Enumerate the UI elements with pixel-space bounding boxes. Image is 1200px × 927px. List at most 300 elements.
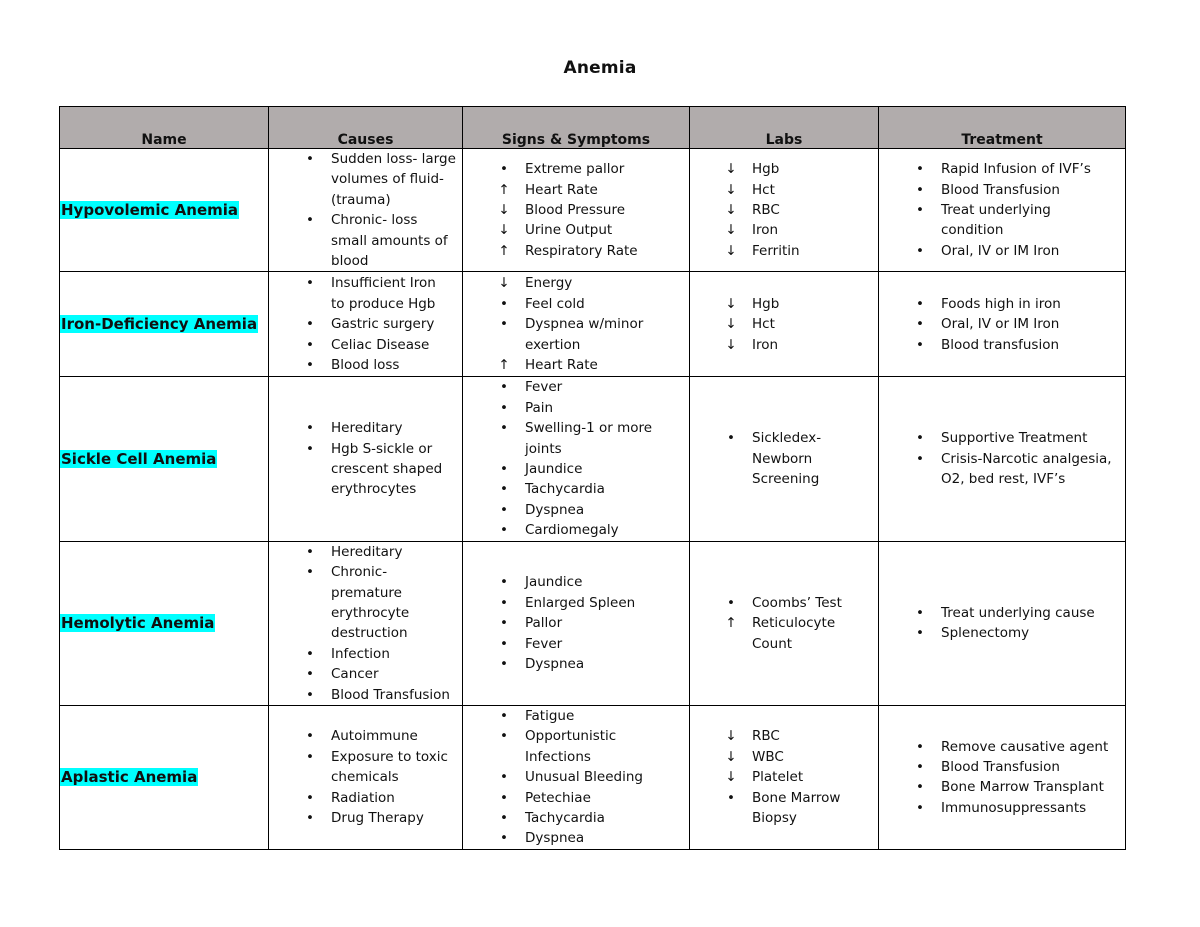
list-item — [269, 355, 462, 375]
list-item — [463, 613, 689, 633]
item-text: volumes of fluid- — [331, 171, 444, 188]
list-item — [463, 726, 689, 746]
arrow-down-icon: ↓ — [725, 242, 737, 259]
bullet-icon: • — [306, 645, 314, 662]
list-item — [463, 377, 689, 397]
bullet-icon: • — [916, 316, 924, 333]
bullet-icon: • — [916, 759, 924, 776]
item-text: condition — [941, 222, 1004, 239]
list-item — [690, 726, 878, 746]
list-item — [463, 788, 689, 808]
bullet-list — [879, 294, 1125, 355]
labs-cell — [690, 705, 879, 849]
bullet-icon: • — [500, 379, 508, 396]
list-item — [690, 294, 878, 314]
name-cell — [60, 272, 269, 377]
item-text: blood — [331, 253, 369, 270]
bullet-icon: • — [727, 789, 735, 806]
list-item — [879, 159, 1125, 179]
item-text: Count — [752, 635, 793, 652]
item-text: Radiation — [331, 789, 395, 806]
list-item — [269, 210, 462, 230]
list-item — [463, 355, 689, 375]
table-row — [60, 272, 1126, 377]
item-text: Fever — [525, 379, 563, 396]
anemia-name: Hemolytic Anemia — [61, 614, 215, 633]
list-item — [879, 314, 1125, 334]
bullet-icon: • — [500, 708, 508, 725]
item-text: Tachycardia — [525, 481, 605, 498]
arrow-up-icon: ↑ — [498, 181, 510, 198]
list-item — [690, 159, 878, 179]
name-cell — [60, 705, 269, 849]
item-text: Extreme pallor — [525, 161, 625, 178]
bullet-icon: • — [306, 666, 314, 683]
item-text: Hgb S-sickle or — [331, 440, 433, 457]
item-text: Oral, IV or IM Iron — [941, 316, 1060, 333]
bullet-list — [463, 572, 689, 674]
list-item — [879, 200, 1125, 220]
item-text: Gastric surgery — [331, 316, 435, 333]
bullet-icon: • — [306, 728, 314, 745]
list-item — [269, 251, 462, 271]
item-text: Treat underlying cause — [941, 604, 1095, 621]
item-text: Opportunistic — [525, 728, 617, 745]
item-text: Rapid Infusion of IVF’s — [941, 161, 1091, 178]
bullet-icon: • — [500, 728, 508, 745]
item-text: joints — [525, 440, 562, 457]
bullet-icon: • — [306, 564, 314, 581]
item-text: erythrocyte — [331, 604, 410, 621]
list-item — [690, 613, 878, 633]
treatment-cell — [879, 272, 1126, 377]
name-cell — [60, 377, 269, 541]
arrow-down-icon: ↓ — [725, 181, 737, 198]
list-item — [463, 418, 689, 438]
list-item — [463, 500, 689, 520]
bullet-icon: • — [306, 357, 314, 374]
list-item — [269, 542, 462, 562]
item-text: Blood Pressure — [525, 202, 626, 219]
bullet-icon: • — [500, 769, 508, 786]
header-name: Name — [60, 107, 269, 149]
list-item — [269, 603, 462, 623]
item-text: Dyspnea — [525, 655, 585, 672]
arrow-down-icon: ↓ — [725, 316, 737, 333]
item-text: Cancer — [331, 666, 379, 683]
arrow-down-icon: ↓ — [725, 295, 737, 312]
list-item — [463, 200, 689, 220]
list-item — [269, 808, 462, 828]
signs-cell — [463, 149, 690, 272]
list-item — [463, 439, 689, 459]
list-item — [269, 231, 462, 251]
item-text: Biopsy — [752, 810, 797, 827]
bullet-list — [690, 726, 878, 828]
bullet-list — [690, 159, 878, 261]
item-text: Infection — [331, 645, 390, 662]
bullet-icon: • — [916, 738, 924, 755]
causes-cell — [269, 377, 463, 541]
signs-cell — [463, 541, 690, 705]
labs-cell — [690, 377, 879, 541]
item-text: RBC — [752, 728, 780, 745]
arrow-down-icon: ↓ — [498, 222, 510, 239]
bullet-list — [879, 737, 1125, 819]
list-item — [879, 623, 1125, 643]
item-text: crescent shaped — [331, 461, 443, 478]
list-item — [463, 273, 689, 293]
list-item — [463, 314, 689, 334]
anemia-name: Iron-Deficiency Anemia — [61, 315, 258, 334]
list-item — [269, 459, 462, 479]
item-text: Reticulocyte — [752, 615, 836, 632]
list-item — [690, 241, 878, 261]
bullet-icon: • — [306, 789, 314, 806]
list-item — [269, 149, 462, 169]
list-item — [879, 180, 1125, 200]
list-item — [269, 644, 462, 664]
list-item — [269, 169, 462, 189]
bullet-icon: • — [500, 789, 508, 806]
item-text: Heart Rate — [525, 181, 598, 198]
bullet-icon: • — [916, 625, 924, 642]
bullet-list — [269, 542, 462, 705]
bullet-icon: • — [500, 481, 508, 498]
item-text: Respiratory Rate — [525, 242, 638, 259]
bullet-icon: • — [306, 686, 314, 703]
list-item — [463, 572, 689, 592]
table-row — [60, 149, 1126, 272]
arrow-down-icon: ↓ — [725, 202, 737, 219]
bullet-list — [690, 294, 878, 355]
list-item — [690, 808, 878, 828]
list-item — [879, 241, 1125, 261]
list-item — [269, 418, 462, 438]
table-row — [60, 705, 1126, 849]
item-text: Sickledex- — [752, 430, 822, 447]
bullet-list — [879, 428, 1125, 489]
arrow-up-icon: ↑ — [725, 615, 737, 632]
list-item — [463, 479, 689, 499]
item-text: Hgb — [752, 295, 780, 312]
item-text: Hereditary — [331, 543, 403, 560]
list-item — [269, 747, 462, 767]
list-item — [879, 449, 1125, 469]
signs-cell — [463, 377, 690, 541]
item-text: Blood transfusion — [941, 336, 1060, 353]
bullet-icon: • — [500, 830, 508, 847]
anemia-table — [59, 106, 1126, 850]
list-item — [690, 180, 878, 200]
bullet-icon: • — [500, 810, 508, 827]
header-causes: Causes — [269, 107, 463, 149]
treatment-cell — [879, 377, 1126, 541]
bullet-list — [269, 726, 462, 828]
item-text: Sudden loss- large — [331, 151, 456, 167]
list-item — [269, 314, 462, 334]
item-text: Treat underlying — [941, 202, 1051, 219]
list-item — [879, 220, 1125, 240]
list-item — [269, 664, 462, 684]
item-text: RBC — [752, 202, 780, 219]
item-text: premature — [331, 584, 402, 601]
item-text: Urine Output — [525, 222, 613, 239]
name-cell — [60, 541, 269, 705]
causes-cell — [269, 705, 463, 849]
header-row — [60, 107, 1126, 149]
causes-cell — [269, 149, 463, 272]
item-text: Petechiae — [525, 789, 591, 806]
bullet-icon: • — [500, 295, 508, 312]
item-text: Swelling-1 or more — [525, 420, 653, 437]
item-text: Cardiomegaly — [525, 522, 619, 539]
item-text: Exposure to toxic — [331, 748, 448, 765]
item-text: Autoimmune — [331, 728, 418, 745]
item-text: exertion — [525, 336, 581, 353]
item-text: Newborn — [752, 450, 813, 467]
item-text: chemicals — [331, 769, 399, 786]
bullet-icon: • — [500, 161, 508, 178]
arrow-down-icon: ↓ — [725, 769, 737, 786]
list-item — [463, 808, 689, 828]
list-item — [690, 469, 878, 489]
item-text: Enlarged Spleen — [525, 594, 636, 611]
list-item — [463, 767, 689, 787]
list-item — [690, 747, 878, 767]
item-text: Feel cold — [525, 295, 585, 312]
labs-cell — [690, 272, 879, 377]
anemia-name: Sickle Cell Anemia — [61, 450, 217, 469]
bullet-icon: • — [306, 275, 314, 292]
list-item — [463, 335, 689, 355]
arrow-down-icon: ↓ — [725, 336, 737, 353]
list-item — [269, 479, 462, 499]
bullet-icon: • — [500, 615, 508, 632]
bullet-icon: • — [306, 810, 314, 827]
anemia-name: Hypovolemic Anemia — [61, 201, 239, 220]
item-text: Iron — [752, 222, 779, 239]
header-labs: Labs — [690, 107, 879, 149]
list-item — [463, 520, 689, 540]
list-item — [269, 788, 462, 808]
table-row — [60, 541, 1126, 705]
item-text: to produce Hgb — [331, 295, 436, 312]
bullet-icon: • — [916, 295, 924, 312]
list-item — [690, 767, 878, 787]
list-item — [269, 767, 462, 787]
bullet-list — [463, 377, 689, 540]
bullet-icon: • — [500, 461, 508, 478]
item-text: Oral, IV or IM Iron — [941, 242, 1060, 259]
item-text: Jaundice — [525, 461, 583, 478]
list-item — [690, 220, 878, 240]
table-row — [60, 377, 1126, 541]
item-text: destruction — [331, 625, 408, 642]
list-item — [269, 439, 462, 459]
item-text: Insufficient Iron — [331, 275, 436, 292]
item-text: Infections — [525, 748, 591, 765]
list-item — [463, 747, 689, 767]
bullet-icon: • — [916, 336, 924, 353]
item-text: Chronic- loss — [331, 212, 418, 229]
arrow-down-icon: ↓ — [725, 161, 737, 178]
item-text: Fever — [525, 635, 563, 652]
item-text: Dyspnea w/minor — [525, 316, 644, 333]
item-text: erythrocytes — [331, 481, 417, 498]
item-text: Hct — [752, 316, 775, 333]
list-item — [463, 593, 689, 613]
arrow-down-icon: ↓ — [725, 728, 737, 745]
causes-cell — [269, 541, 463, 705]
list-item — [879, 428, 1125, 448]
list-item — [269, 562, 462, 582]
list-item — [879, 777, 1125, 797]
bullet-icon: • — [500, 522, 508, 539]
item-text: Dyspnea — [525, 501, 585, 518]
arrow-up-icon: ↑ — [498, 357, 510, 374]
bullet-icon: • — [306, 212, 314, 229]
list-item — [463, 398, 689, 418]
list-item — [269, 294, 462, 314]
bullet-list — [269, 273, 462, 375]
item-text: Crisis-Narcotic analgesia, — [941, 450, 1112, 467]
item-text: Hereditary — [331, 420, 403, 437]
item-text: Ferritin — [752, 242, 800, 259]
arrow-down-icon: ↓ — [498, 275, 510, 292]
item-text: Immunosuppressants — [941, 799, 1087, 816]
bullet-icon: • — [916, 450, 924, 467]
item-text: Bone Marrow Transplant — [941, 779, 1104, 796]
signs-cell — [463, 705, 690, 849]
item-text: O2, bed rest, IVF’s — [941, 471, 1066, 488]
list-item — [690, 200, 878, 220]
list-item — [879, 737, 1125, 757]
list-item — [269, 190, 462, 210]
bullet-icon: • — [306, 543, 314, 560]
list-item — [269, 726, 462, 746]
item-text: Fatigue — [525, 708, 575, 725]
item-text: Foods high in iron — [941, 295, 1061, 312]
item-text: Pallor — [525, 615, 563, 632]
item-text: Bone Marrow — [752, 789, 841, 806]
list-item — [463, 654, 689, 674]
bullet-icon: • — [916, 799, 924, 816]
bullet-list — [690, 593, 878, 654]
list-item — [690, 593, 878, 613]
item-text: Heart Rate — [525, 357, 598, 374]
bullet-icon: • — [306, 151, 314, 167]
list-item — [463, 634, 689, 654]
bullet-icon: • — [727, 430, 735, 447]
bullet-icon: • — [500, 635, 508, 652]
list-item — [463, 241, 689, 261]
list-item — [269, 335, 462, 355]
bullet-icon: • — [306, 440, 314, 457]
bullet-icon: • — [727, 594, 735, 611]
bullet-icon: • — [916, 604, 924, 621]
anemia-name: Aplastic Anemia — [61, 768, 198, 787]
bullet-icon: • — [500, 655, 508, 672]
arrow-down-icon: ↓ — [498, 202, 510, 219]
treatment-cell — [879, 541, 1126, 705]
bullet-icon: • — [916, 779, 924, 796]
item-text: Unusual Bleeding — [525, 769, 643, 786]
item-text: Drug Therapy — [331, 810, 424, 827]
item-text: Supportive Treatment — [941, 430, 1088, 447]
item-text: WBC — [752, 748, 784, 765]
bullet-icon: • — [306, 316, 314, 333]
bullet-icon: • — [500, 316, 508, 333]
treatment-cell — [879, 149, 1126, 272]
list-item — [690, 428, 878, 448]
item-text: Celiac Disease — [331, 336, 430, 353]
list-item — [269, 623, 462, 643]
item-text: Pain — [525, 399, 554, 416]
list-item — [463, 706, 689, 726]
list-item — [690, 314, 878, 334]
bullet-icon: • — [306, 336, 314, 353]
item-text: Platelet — [752, 769, 804, 786]
item-text: Jaundice — [525, 574, 583, 591]
treatment-cell — [879, 705, 1126, 849]
item-text: Blood Transfusion — [941, 181, 1060, 198]
item-text: Energy — [525, 275, 573, 292]
bullet-icon: • — [306, 420, 314, 437]
bullet-list — [879, 603, 1125, 644]
list-item — [879, 603, 1125, 623]
bullet-list — [269, 149, 462, 271]
name-cell — [60, 149, 269, 272]
item-text: Screening — [752, 471, 820, 488]
item-text: Hgb — [752, 161, 780, 178]
list-item — [879, 798, 1125, 818]
item-text: Hct — [752, 181, 775, 198]
signs-cell — [463, 272, 690, 377]
bullet-icon: • — [500, 594, 508, 611]
list-item — [463, 294, 689, 314]
item-text: Blood Transfusion — [331, 686, 450, 703]
list-item — [269, 583, 462, 603]
item-text: Blood loss — [331, 357, 400, 374]
list-item — [463, 159, 689, 179]
list-item — [690, 788, 878, 808]
header-treatment: Treatment — [879, 107, 1126, 149]
bullet-icon: • — [916, 181, 924, 198]
bullet-list — [269, 418, 462, 500]
item-text: Chronic- — [331, 564, 388, 581]
list-item — [269, 273, 462, 293]
list-item — [879, 757, 1125, 777]
list-item — [690, 335, 878, 355]
list-item — [463, 459, 689, 479]
list-item — [879, 469, 1125, 489]
item-text: Remove causative agent — [941, 738, 1109, 755]
bullet-list — [879, 159, 1125, 261]
bullet-icon: • — [916, 242, 924, 259]
list-item — [463, 220, 689, 240]
bullet-list — [690, 428, 878, 489]
item-text: small amounts of — [331, 232, 448, 249]
list-item — [879, 294, 1125, 314]
bullet-icon: • — [916, 430, 924, 447]
bullet-list — [463, 159, 689, 261]
arrow-up-icon: ↑ — [498, 242, 510, 259]
bullet-icon: • — [500, 574, 508, 591]
arrow-down-icon: ↓ — [725, 748, 737, 765]
item-text: Blood Transfusion — [941, 759, 1060, 776]
arrow-down-icon: ↓ — [725, 222, 737, 239]
